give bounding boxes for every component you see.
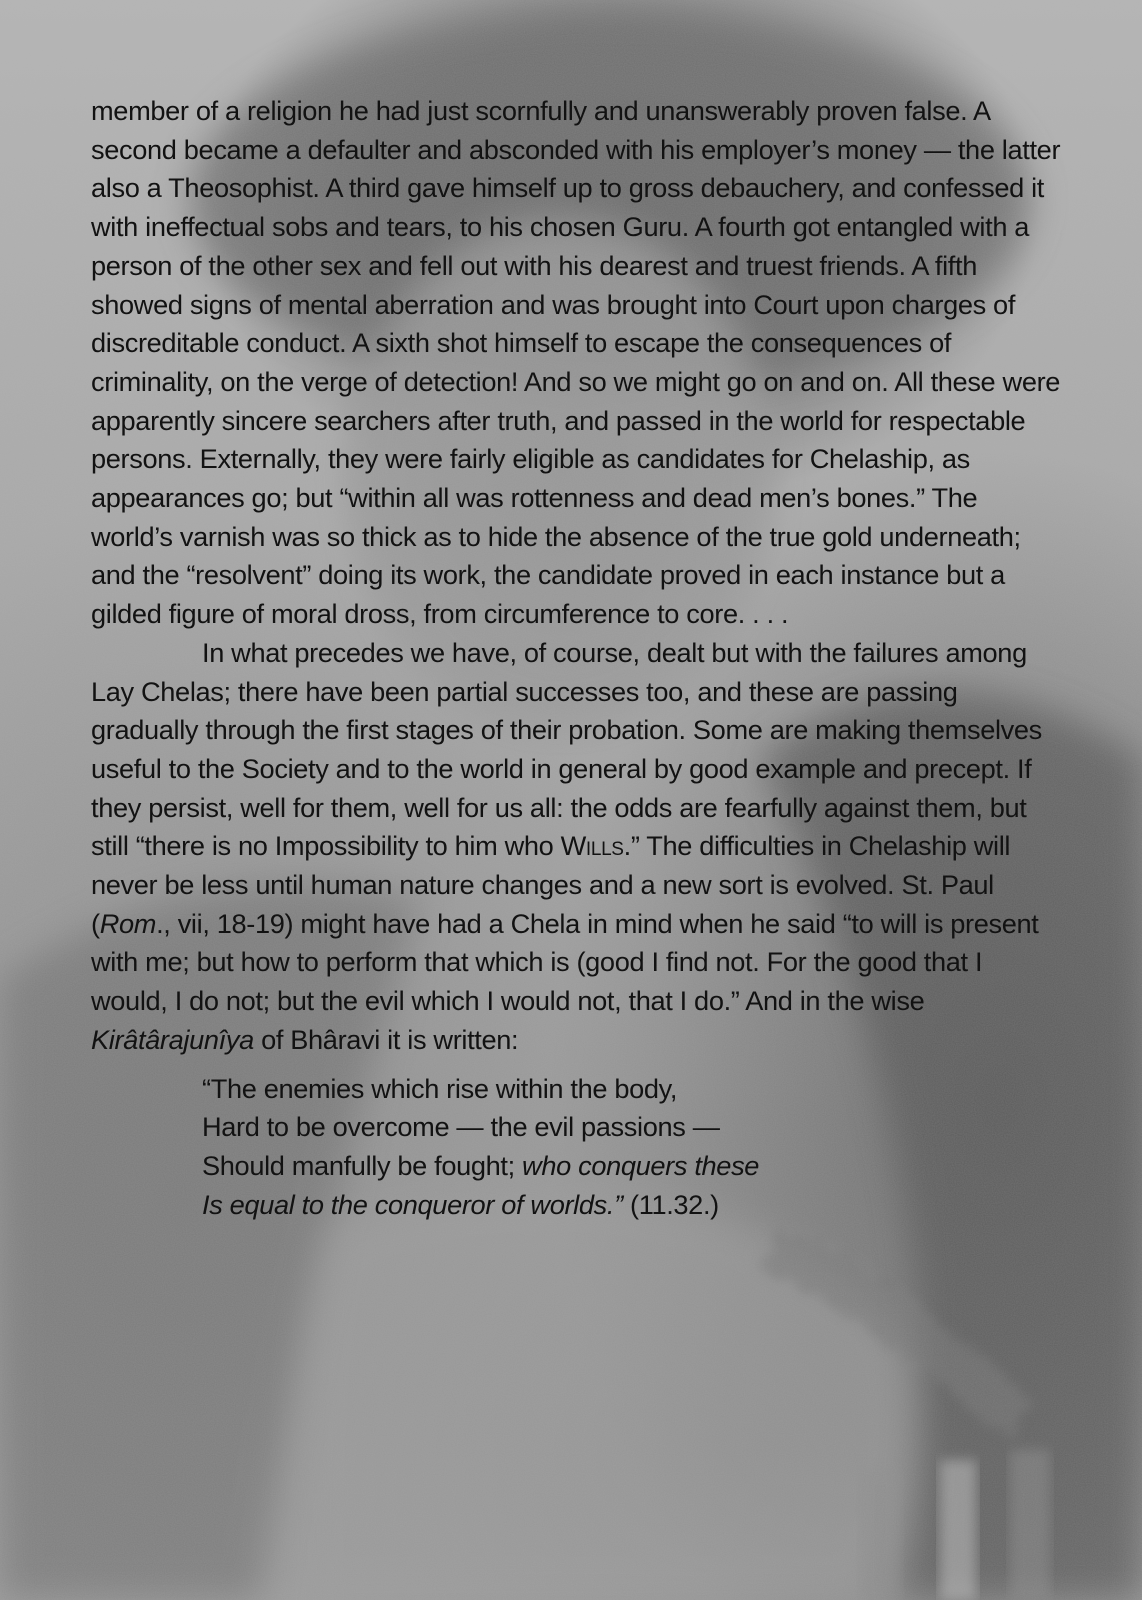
verse-line-2: Hard to be overcome — the evil passions — <box>202 1111 720 1143</box>
verse-reference: (11.32.) <box>622 1188 719 1220</box>
wills-small-caps: Wills <box>560 830 624 862</box>
rom-citation: Rom <box>99 907 157 939</box>
verse-line-3 <box>202 1147 1061 1186</box>
paragraph-2 <box>91 634 1061 1060</box>
paragraph-2-part-2: .” The difficulties in Chelaship will never be less until human nature changes and a new sort is evolved. St. Paul ( <box>91 830 1011 939</box>
verse-line-4-italic: Is equal to the conqueror of worlds.” <box>202 1188 623 1220</box>
verse-quote <box>91 1070 1061 1225</box>
paragraph-2-part-1: In what precedes we have, of course, dealt but with the failures among Lay Chelas; there have been partial successes too, and these are passing gradually through the first stages of their probation. Some are making themselves useful to the Society and to the world in general by good example and precept. If they persist, well for them, well for us all: the odds are fearfully against them, but still “there is no Impossibility to him who <box>91 636 1042 862</box>
verse-line-3-italic: who conquers these <box>522 1149 760 1181</box>
verse-line-3-plain: Should manfully be fought; <box>202 1149 523 1181</box>
body-text <box>91 92 1061 1224</box>
paragraph-1: member of a religion he had just scornfully and unanswerably proven false. A second became a defaulter and absconded with his employer’s money — the latter also a Theosophist. A third gave himself up to gross debauchery, and confessed it with ineffectual sobs and tears, to his chosen Guru. A fourth got entangled with a person of the other sex and fell out with his dearest and truest friends. A fifth showed signs of mental aberration and was brought into Court upon charges of discreditable conduct. A sixth shot himself to escape the consequences of criminality, on the verge of detection! And so we might go on and on. All these were apparently sincere searchers after truth, and passed in the world for respectable persons. Externally, they were fairly eligible as candidates for Chelaship, as appearances go; but “within all was rottenness and dead men’s bones.” The world’s varnish was so thick as to hide the absence of the true gold underneath; and the “resolvent” doing its work, the candidate proved in each instance but a gilded figure of moral dross, from circumference to core. . . . <box>91 95 1061 630</box>
verse-line-1: “The enemies which rise within the body, <box>202 1072 678 1104</box>
book-title: Kirâtârajunîya <box>91 1023 254 1055</box>
paragraph-2-part-4: of Bhâravi it is written: <box>253 1023 519 1055</box>
paragraph-2-part-3: ., vii, 18-19) might have had a Chela in mind when he said “to will is present with me; but how to perform that which is (good I find not. For the good that I would, I do not; but the evil which I would not, that I do.” And in the wise <box>91 907 1039 1017</box>
verse-line-4 <box>202 1186 1061 1225</box>
